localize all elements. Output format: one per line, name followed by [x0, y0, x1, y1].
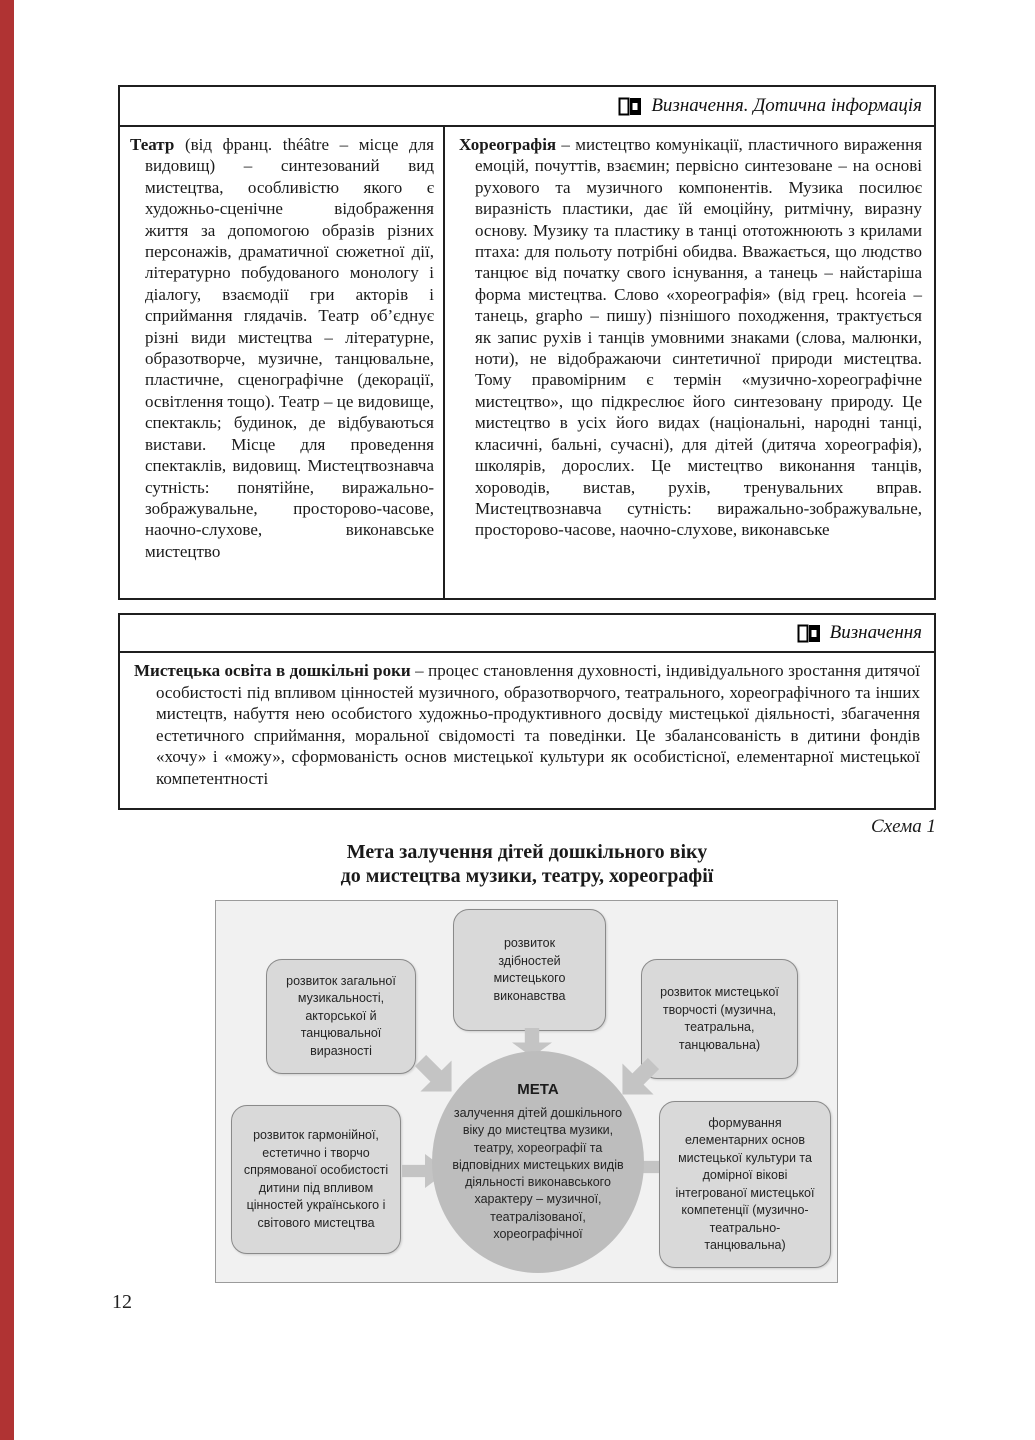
- box2-header-title: Визначення: [829, 622, 922, 643]
- left-edge-red-bar: [0, 0, 14, 1440]
- goal-text: залучення дітей дошкільного віку до мистецтва музики, театру, хореографії та відповідних мистецьких видів діяльності виконавського характеру – музичної, театралізованої, хореографічної: [452, 1106, 624, 1241]
- theatre-definition: [120, 127, 445, 598]
- diagram-node-top-center: розвиток здібностей мистецького виконавства: [453, 909, 606, 1031]
- definition-box-header: [120, 87, 934, 127]
- art-education-definition: [120, 653, 934, 789]
- art-education-definition-text: – процес становлення духовності, індивідуального зростання дитячої особистості під впливом цінностей музичного, образотворчого, театрального, хореографічного та інших мистецтв, набуття нею особистого художньо-продуктивного досвіду мистецької діяльності, збагачення естетичного сприймання, моральної свідомості та поведінки. Це збалансованість в дитини фондів «хочу» і «можу», сформованість основ мистецької культури як особистісної, елементарної мистецької компетентності: [156, 661, 921, 788]
- diagram-node-top-right: розвиток мистецької творчості (музична, театральна, танцювальна): [641, 959, 798, 1079]
- term-choreography: Хореографія: [459, 135, 557, 154]
- diagram-node-bottom-left: розвиток гармонійної, естетично і творчо спрямованої особистості дитини під впливом цінностей українського і світового мистецтва: [231, 1105, 401, 1254]
- definition-box-theatre-choreography: [118, 85, 936, 600]
- diagram-center-goal: [432, 1051, 644, 1273]
- goal-diagram: [215, 900, 838, 1283]
- term-art-education: Мистецька освіта в дошкільні роки: [134, 661, 411, 680]
- schema-number-label: Схема 1: [871, 816, 936, 837]
- box-header-title: Визначення. Дотична інформація: [651, 95, 922, 116]
- diagram-title-line1: Мета залучення дітей дошкільного віку: [346, 841, 708, 863]
- diagram-title-line2: до мистецтва музики, театру, хореографії: [340, 864, 714, 887]
- definition-box-art-education: [118, 613, 936, 810]
- page-number: 12: [112, 1291, 132, 1313]
- theatre-definition-text: (від франц. théâtre – місце для видовищ) – синтезований вид мистецтва, особливістю якого є художньо-сценічне відображення життя за допомогою образів різних персонажів, драматичної сюжетної дії, літературно побудованого монологу і діалогу, взаємодії гри акторів і сприймання глядачів. Театр об’єднує різні види мистецтва – літературне, образотворче, музичне, танцювальне, пластичне, сценографічне (декорації, освітлення тощо). Театр – це видовище, спектакль; будинок, де відбуваються вистави. Місце для проведення спектаклів, видовищ. Мистецтвознавча сутність: понятійне, виражально-зображувальне, просторово-часове, наочно-слухове, виконавське мистецтво: [145, 135, 434, 561]
- diagram-title: [118, 841, 936, 888]
- diagram-node-top-left: розвиток загальної музикальності, акторської й танцювальної виразності: [266, 959, 416, 1074]
- open-book-icon: [618, 97, 642, 116]
- definition-box2-header: [120, 615, 934, 653]
- two-column-body: [120, 127, 934, 598]
- term-theatre: Театр: [130, 135, 175, 154]
- choreography-definition-text: – мистецтво комунікації, пластичного вираження емоцій, почуттів, взаємин; первісно синтезоване – на основі рухового та музичного компонентів. Музика посилює виразність пластики, дає їй емоційну, ритмічну, виразну основу. Музику та пластику в танці ототожнюють з крилами птаха: для польоту потрібні обидва. Вважається, що людство танцює від початку свого існування, а танець – найстаріша форма мистецтва. Слово «хореографія» (від грец. hcoreia – танець, grapho – пишу) пізнішого походження, трактується як запис рухів і танців умовними знаками (слова, малюнки, ноти), не відображаючи синтетичної природи мистецтва. Тому правомірним є термін «музично-хореографічне мистецтво», що підкреслює його синтезовану природу. Це мистецтво в усіх його видах (національні, народні танці, класичні, бальні, сучасні), для дітей (дитяча хореографія), школярів, дорослих. Це мистецтво виконання танців, хороводів, вистав, рухів, тренувальних вправ. Мистецтвознавча сутність: виражально-зображувальне, просторово-часове, наочно-слухове, виконавське: [475, 135, 923, 540]
- open-book-icon: [797, 624, 821, 643]
- goal-label: МЕТА: [517, 1081, 559, 1098]
- diagram-node-bottom-right: формування елементарних основ мистецької культури та домірної вікові інтегрованої мистецької компетенції (музично-театрально-танцювальна): [659, 1101, 831, 1268]
- choreography-definition: [445, 127, 934, 598]
